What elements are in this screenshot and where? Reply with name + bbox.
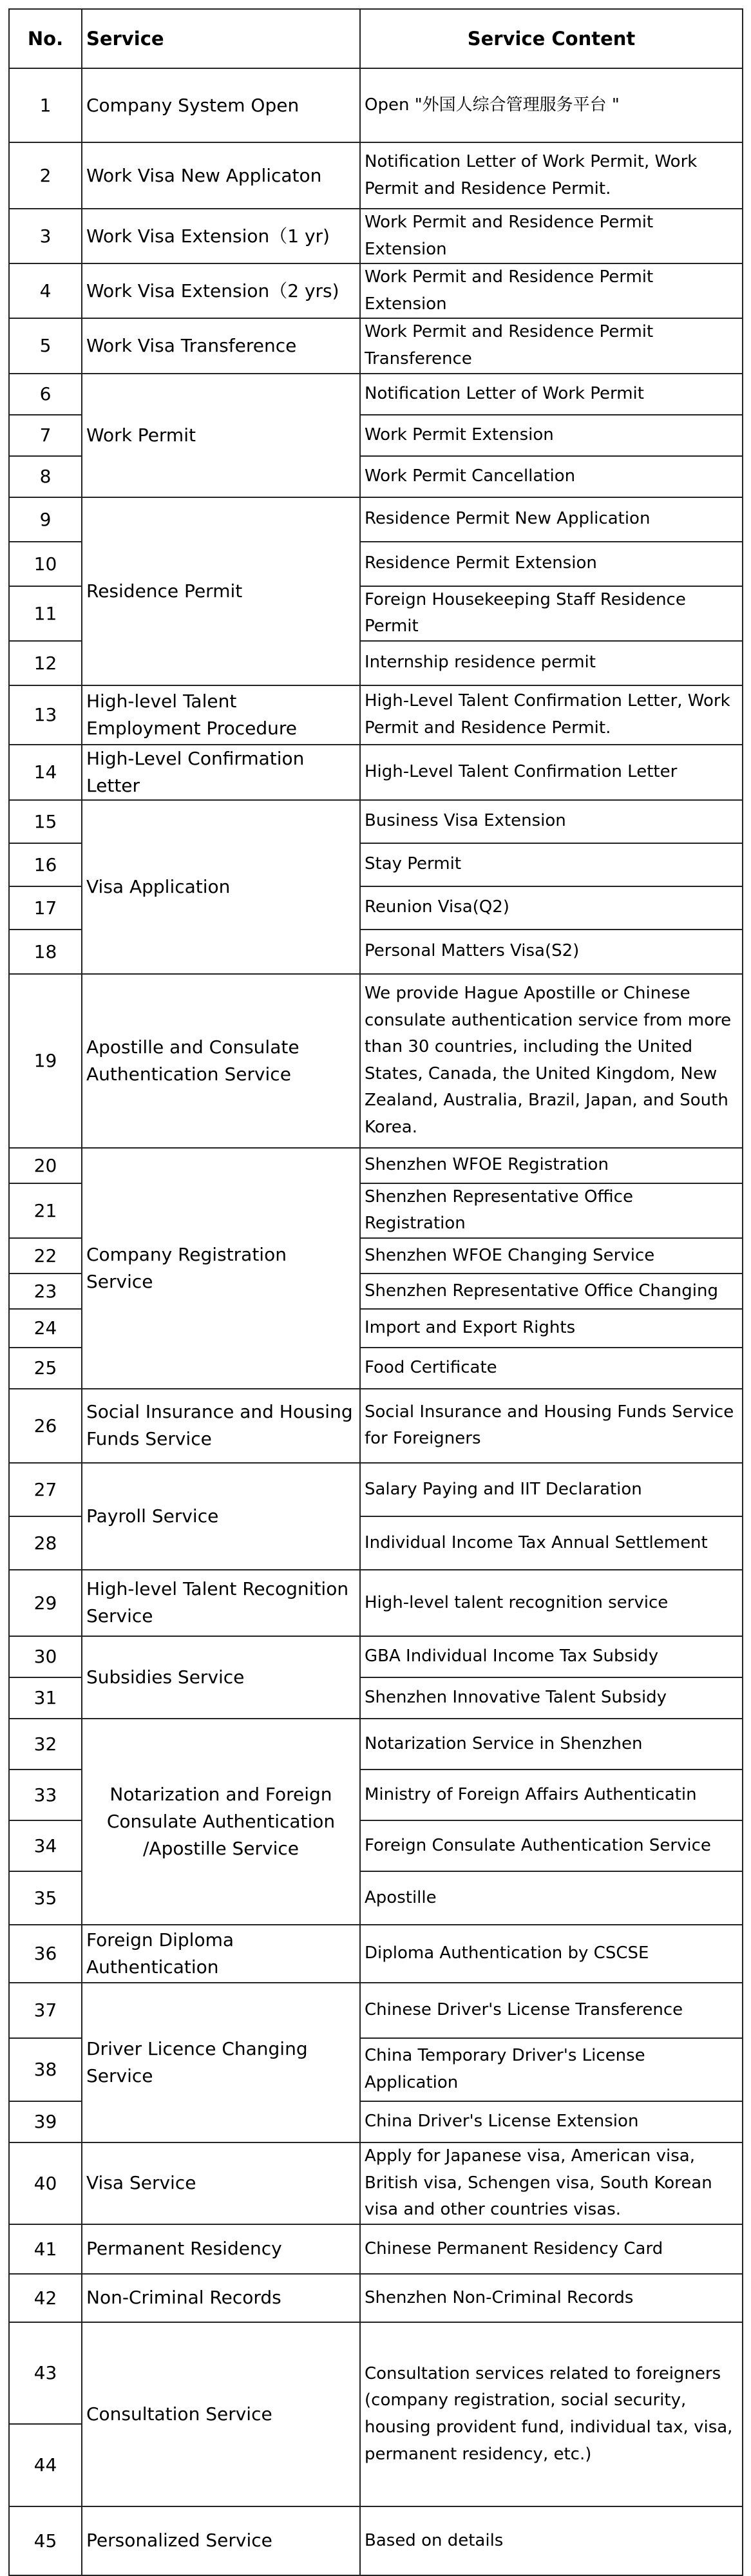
row-number: 6 xyxy=(9,374,82,415)
row-number: 42 xyxy=(9,2274,82,2322)
row-number: 18 xyxy=(9,930,82,974)
row-number: 40 xyxy=(9,2142,82,2224)
service-name: Company Registration Service xyxy=(82,1148,360,1389)
row-number: 22 xyxy=(9,1238,82,1274)
service-content: Shenzhen WFOE Registration xyxy=(360,1148,743,1183)
service-name: High-Level Confirmation Letter xyxy=(82,745,360,800)
service-content: Residence Permit New Application xyxy=(360,497,743,542)
row-number: 33 xyxy=(9,1770,82,1820)
service-content: Stay Permit xyxy=(360,843,743,886)
service-name: Non-Criminal Records xyxy=(82,2274,360,2322)
service-name: Social Insurance and Housing Funds Service xyxy=(82,1389,360,1463)
service-content: We provide Hague Apostille or Chinese consulate authentication service from more than 30 countries, including the United States, Canada, the United Kingdom, New Zealand, Australia, Brazil, Japan, and South Korea. xyxy=(360,974,743,1148)
service-content: Apply for Japanese visa, American visa, British visa, Schengen visa, South Korean visa and other countries visas. xyxy=(360,2142,743,2224)
table-row xyxy=(9,974,743,1148)
service-content: Work Permit and Residence Permit Transference xyxy=(360,318,743,373)
row-number: 37 xyxy=(9,1983,82,2038)
row-number: 8 xyxy=(9,456,82,497)
row-number: 7 xyxy=(9,415,82,456)
service-content: Work Permit Cancellation xyxy=(360,456,743,497)
service-content: Individual Income Tax Annual Settlement xyxy=(360,1516,743,1570)
row-number: 5 xyxy=(9,318,82,373)
table-row xyxy=(9,1983,743,2038)
table-row xyxy=(9,1463,743,1516)
service-content: Work Permit and Residence Permit Extension xyxy=(360,209,743,263)
service-content: Work Permit Extension xyxy=(360,415,743,456)
table-row xyxy=(9,2506,743,2575)
row-number: 38 xyxy=(9,2038,82,2101)
service-content: Reunion Visa(Q2) xyxy=(360,886,743,930)
service-content: Residence Permit Extension xyxy=(360,542,743,586)
service-name: Work Permit xyxy=(82,374,360,497)
header-service-content: Service Content xyxy=(360,9,743,68)
row-number: 27 xyxy=(9,1463,82,1516)
row-number: 29 xyxy=(9,1570,82,1636)
service-content: Notification Letter of Work Permit xyxy=(360,374,743,415)
table-row xyxy=(9,1925,743,1983)
service-content: Notarization Service in Shenzhen xyxy=(360,1719,743,1770)
service-content: Shenzhen Non-Criminal Records xyxy=(360,2274,743,2322)
service-name: Consultation Service xyxy=(82,2322,360,2506)
service-content: Shenzhen Representative Office Changing xyxy=(360,1274,743,1309)
table-row xyxy=(9,497,743,542)
table-row xyxy=(9,68,743,142)
table-row xyxy=(9,1570,743,1636)
service-content: Salary Paying and IIT Declaration xyxy=(360,1463,743,1516)
service-content: Shenzhen Representative Office Registration xyxy=(360,1183,743,1238)
header-no: No. xyxy=(9,9,82,68)
service-content: Personal Matters Visa(S2) xyxy=(360,930,743,974)
row-number: 20 xyxy=(9,1148,82,1183)
row-number: 24 xyxy=(9,1309,82,1348)
row-number: 11 xyxy=(9,586,82,641)
row-number: 3 xyxy=(9,209,82,263)
service-name: Notarization and Foreign Consulate Authentication /Apostille Service xyxy=(82,1719,360,1925)
row-number: 19 xyxy=(9,974,82,1148)
table-row xyxy=(9,318,743,373)
service-content: Food Certificate xyxy=(360,1348,743,1389)
service-content: Open "外国人综合管理服务平台 " xyxy=(360,68,743,142)
service-name: Work Visa New Applicaton xyxy=(82,142,360,209)
service-name: Personalized Service xyxy=(82,2506,360,2575)
table-row xyxy=(9,2274,743,2322)
service-content: High-Level Talent Confirmation Letter xyxy=(360,745,743,800)
service-content: Shenzhen WFOE Changing Service xyxy=(360,1238,743,1274)
service-content: Foreign Housekeeping Staff Residence Permit xyxy=(360,586,743,641)
row-number: 17 xyxy=(9,886,82,930)
service-name: Permanent Residency xyxy=(82,2224,360,2274)
row-number: 2 xyxy=(9,142,82,209)
row-number: 30 xyxy=(9,1636,82,1677)
table-row xyxy=(9,2142,743,2224)
row-number: 1 xyxy=(9,68,82,142)
row-number: 44 xyxy=(9,2424,82,2506)
row-number: 28 xyxy=(9,1516,82,1570)
table-row xyxy=(9,374,743,415)
service-content: Ministry of Foreign Affairs Authenticatin xyxy=(360,1770,743,1820)
service-name: Company System Open xyxy=(82,68,360,142)
row-number: 45 xyxy=(9,2506,82,2575)
service-content: Work Permit and Residence Permit Extension xyxy=(360,263,743,318)
table-row xyxy=(9,1148,743,1183)
row-number: 32 xyxy=(9,1719,82,1770)
service-name: Work Visa Extension（1 yr) xyxy=(82,209,360,263)
row-number: 4 xyxy=(9,263,82,318)
row-number: 43 xyxy=(9,2322,82,2424)
service-content: Diploma Authentication by CSCSE xyxy=(360,1925,743,1983)
service-content: China Temporary Driver's License Application xyxy=(360,2038,743,2101)
service-name: Apostille and Consulate Authentication Service xyxy=(82,974,360,1148)
header-service: Service xyxy=(82,9,360,68)
row-number: 31 xyxy=(9,1677,82,1719)
service-content: Apostille xyxy=(360,1871,743,1925)
service-content: Import and Export Rights xyxy=(360,1309,743,1348)
service-content: Foreign Consulate Authentication Service xyxy=(360,1820,743,1871)
service-content: High-level talent recognition service xyxy=(360,1570,743,1636)
row-number: 25 xyxy=(9,1348,82,1389)
service-name: Visa Application xyxy=(82,800,360,974)
table-row xyxy=(9,142,743,209)
service-name: Payroll Service xyxy=(82,1463,360,1570)
services-table xyxy=(8,8,743,2576)
row-number: 13 xyxy=(9,685,82,745)
service-content: Chinese Permanent Residency Card xyxy=(360,2224,743,2274)
service-content: Business Visa Extension xyxy=(360,800,743,843)
service-name: Visa Service xyxy=(82,2142,360,2224)
table-row xyxy=(9,800,743,843)
service-name: Subsidies Service xyxy=(82,1636,360,1719)
service-content: Notification Letter of Work Permit, Work Permit and Residence Permit. xyxy=(360,142,743,209)
row-number: 14 xyxy=(9,745,82,800)
row-number: 35 xyxy=(9,1871,82,1925)
table-row xyxy=(9,1389,743,1463)
service-name: Foreign Diploma Authentication xyxy=(82,1925,360,1983)
service-content: Shenzhen Innovative Talent Subsidy xyxy=(360,1677,743,1719)
service-content: Based on details xyxy=(360,2506,743,2575)
service-name: High-level Talent Recognition Service xyxy=(82,1570,360,1636)
row-number: 12 xyxy=(9,641,82,685)
service-name: Work Visa Extension（2 yrs) xyxy=(82,263,360,318)
service-name: Work Visa Transference xyxy=(82,318,360,373)
table-row xyxy=(9,263,743,318)
row-number: 21 xyxy=(9,1183,82,1238)
row-number: 10 xyxy=(9,542,82,586)
service-content: Consultation services related to foreigners (company registration, social security, housing provident fund, individual tax, visa, permanent residency, etc.) xyxy=(360,2322,743,2506)
table-row xyxy=(9,2224,743,2274)
row-number: 9 xyxy=(9,497,82,542)
row-number: 15 xyxy=(9,800,82,843)
service-content: High-Level Talent Confirmation Letter, Work Permit and Residence Permit. xyxy=(360,685,743,745)
service-content: China Driver's License Extension xyxy=(360,2101,743,2142)
service-content: Internship residence permit xyxy=(360,641,743,685)
table-row xyxy=(9,685,743,745)
table-row xyxy=(9,1719,743,1770)
table-row xyxy=(9,2322,743,2424)
row-number: 39 xyxy=(9,2101,82,2142)
service-name: Driver Licence Changing Service xyxy=(82,1983,360,2142)
table-header-row xyxy=(9,9,743,68)
row-number: 36 xyxy=(9,1925,82,1983)
row-number: 16 xyxy=(9,843,82,886)
service-name: High-level Talent Employment Procedure xyxy=(82,685,360,745)
service-content: Chinese Driver's License Transference xyxy=(360,1983,743,2038)
table-row xyxy=(9,209,743,263)
row-number: 41 xyxy=(9,2224,82,2274)
row-number: 23 xyxy=(9,1274,82,1309)
service-name: Residence Permit xyxy=(82,497,360,685)
table-row xyxy=(9,745,743,800)
row-number: 26 xyxy=(9,1389,82,1463)
service-content: GBA Individual Income Tax Subsidy xyxy=(360,1636,743,1677)
table-row xyxy=(9,1636,743,1677)
service-content: Social Insurance and Housing Funds Service for Foreigners xyxy=(360,1389,743,1463)
row-number: 34 xyxy=(9,1820,82,1871)
